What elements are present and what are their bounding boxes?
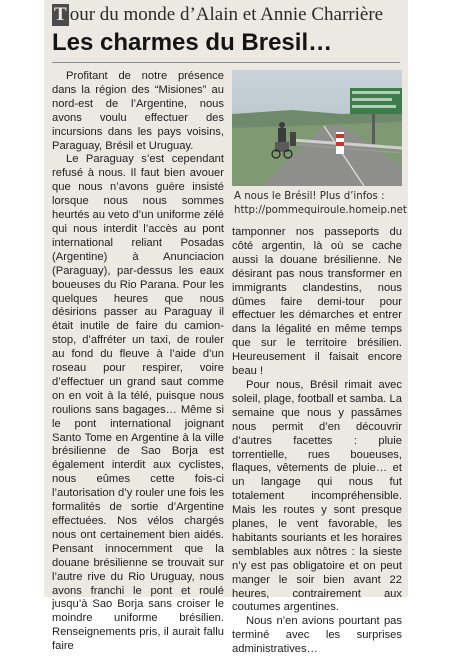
border-crossing-photo [232, 70, 402, 186]
kicker-drop-initial: T [54, 4, 67, 25]
series-kicker [52, 4, 400, 26]
paragraph: Nous n’en avions pourtant pas terminé avec les surprises administratives… [232, 615, 402, 656]
newspaper-clipping [44, 0, 408, 656]
headline-rule [52, 62, 400, 63]
warning-post [336, 132, 344, 154]
sign-post [372, 114, 375, 144]
paragraph: Pour nous, Brésil rimait avec soleil, plage, football et samba. La semaine que nous y passâmes nous permit d’en découvrir d’autres facettes : pluie torrentielle, rues boueuses, flaques, vêtements de pluie… et un langage qui nous fut totalement incompréhensible. Mais les routes y sont presque planes, le vent favorable, les habitants souriants et les horaires semblables aux nôtres : la sieste n’y est pas obligatoire et on peut manger le soir bien avant 22 heures, contrairement aux coutumes argentines. [232, 378, 402, 614]
kicker-text: our du monde d’Alain et Annie Charrière [69, 4, 384, 25]
caption-url: http://pommequiroule.homeip.net [234, 205, 407, 216]
article-column-left [52, 70, 224, 653]
article-photo [232, 70, 402, 186]
paragraph: tamponner nos passeports du côté argentin, là où se cache aussi la douane brésilienne. Ne désirant pas nous transformer en immigrants clandestins, nous dûmes faire demi-tour pour effectuer les démarches et entrer dans la légalité en même temps que sur le territoire brésilien. Heureusement il faisait encore beau ! [232, 226, 402, 378]
paragraph: Profitant de notre présence dans la région des “Misiones” au nord-est de l’Argentine, nous avons voulu effectuer des incursions dans les pays voisins, Paraguay, Brésil et Uruguay. [52, 70, 224, 152]
caption-line: A nous le Brésil! Plus d’infos : [234, 191, 385, 202]
article-headline: Les charmes du Bresil… [52, 29, 333, 56]
photo-caption [234, 190, 407, 218]
paragraph: Le Paraguay s’est cependant refusé à nous. Il faut bien avouer que nous n’avons guère insisté lorsque nous nous sommes heurtés au veto d’un uniforme zélé qui nous interdit l’accès au pont international reliant Posadas (Argentine) à Anunciacion (Paraguay), par-dessus les eaux boueuses du Rio Parana. Pour les quelques heures que nous désirions passer au Paraguay il était inutile de faire du camion-stop, d’affréter un taxi, de rouler au fond du fleuve à l’aide d’un roseau pour respirer, voire d’effectuer un grand saut comme on en voit à la télé, puisque nous roulions sans bagages… Même si le pont international joignant Santo Tome en Argentine à la ville brésilienne de Sao Borja est également interdit aux cyclistes, nous eûmes cette fois-ci l’autorisation d’y rouler une fois les formalités de sortie d’Argentine effectuées. Nos vélos chargés nous ont certainement bien aidés. Pensant innocemment que la douane brésilienne se trouvait sur l’autre rive du Rio Uruguay, nous avons franchi le pont et roulé jusqu’à Sao Borja sans croiser le moindre uniforme brésilien. Renseignements pris, il aurait fallu faire [52, 153, 224, 653]
article-column-right [232, 226, 402, 656]
